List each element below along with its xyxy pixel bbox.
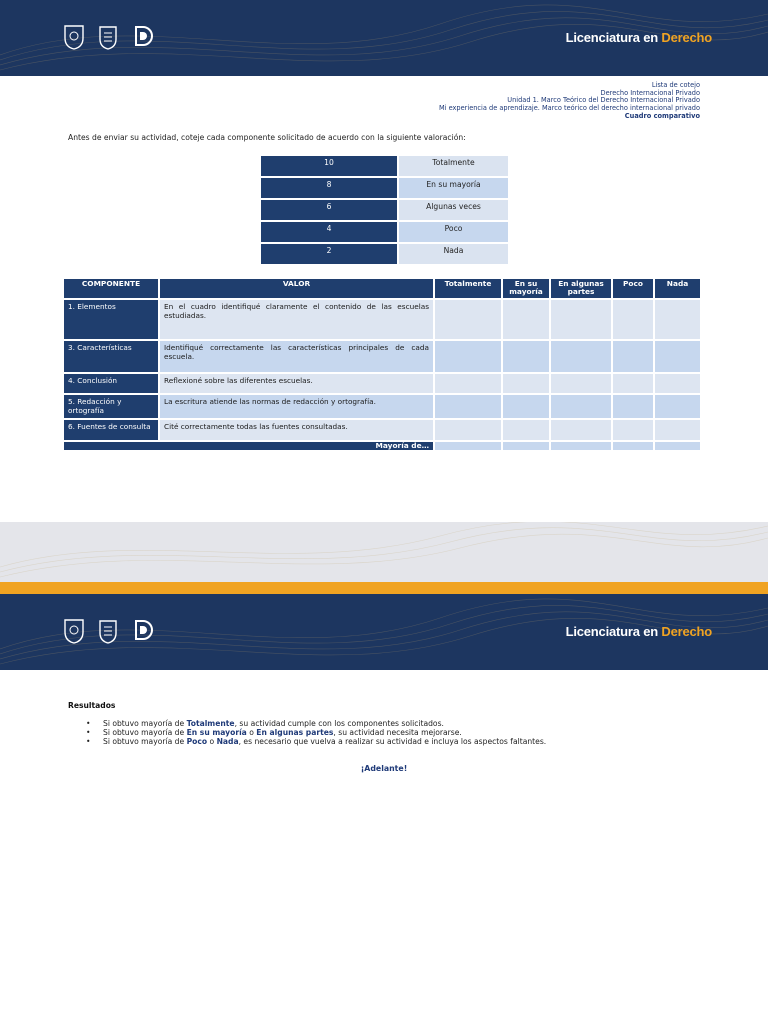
col-header-componente: COMPONENTE — [64, 279, 158, 298]
rubric-header-row — [64, 279, 700, 298]
check-cell-nada[interactable] — [655, 374, 700, 393]
check-cell-nada[interactable] — [655, 420, 700, 440]
check-cell-poco[interactable] — [613, 395, 653, 418]
check-cell-nada[interactable] — [655, 395, 700, 418]
fes-shield-icon — [96, 22, 120, 52]
check-cell-poco[interactable] — [613, 374, 653, 393]
component-cell: 1. Elementos — [64, 300, 158, 339]
second-banner — [0, 594, 768, 670]
criterion-cell: Identifiqué correctamente las características principales de cada escuela. — [160, 341, 433, 372]
bullet-icon: • — [86, 719, 91, 728]
fes-shield-icon — [96, 616, 120, 646]
list-item: • Si obtuvo mayoría de Totalmente, su actividad cumple con los componentes solicitados. — [86, 719, 444, 728]
check-cell-nada[interactable] — [655, 341, 700, 372]
scale-value: 10 — [261, 156, 397, 176]
total-cell-en-algunas-partes[interactable] — [551, 442, 611, 450]
program-title: Licenciatura en Derecho — [565, 624, 712, 639]
check-cell-en-algunas-partes[interactable] — [551, 300, 611, 339]
cuaed-logo-icon — [130, 616, 154, 646]
results-heading: Resultados — [68, 701, 116, 710]
list-item: • Si obtuvo mayoría de En su mayoría o En algunas partes, su actividad necesita mejorarse. — [86, 728, 462, 737]
table-row — [64, 374, 700, 393]
check-cell-totalmente[interactable] — [435, 395, 501, 418]
component-cell: 5. Redacción y ortografía — [64, 395, 158, 418]
check-cell-nada[interactable] — [655, 300, 700, 339]
wave-decoration — [0, 522, 768, 582]
unam-shield-icon — [62, 616, 86, 646]
component-cell: 4. Conclusión — [64, 374, 158, 393]
total-cell-en-su-mayoria[interactable] — [503, 442, 549, 450]
check-cell-en-su-mayoria[interactable] — [503, 374, 549, 393]
check-cell-en-algunas-partes[interactable] — [551, 395, 611, 418]
criterion-cell: Cité correctamente todas las fuentes consultadas. — [160, 420, 433, 440]
col-header-totalmente: Totalmente — [435, 279, 501, 298]
scale-row — [261, 178, 508, 198]
results-list — [86, 719, 546, 746]
component-cell: 3. Características — [64, 341, 158, 372]
check-cell-totalmente[interactable] — [435, 341, 501, 372]
table-row — [64, 420, 700, 440]
scale-value: 4 — [261, 222, 397, 242]
scale-row — [261, 156, 508, 176]
scale-label: Algunas veces — [399, 200, 508, 220]
criterion-cell: Reflexioné sobre las diferentes escuelas. — [160, 374, 433, 393]
scale-row — [261, 200, 508, 220]
check-cell-en-su-mayoria[interactable] — [503, 395, 549, 418]
col-header-en-su-mayoria: En su mayoría — [503, 279, 549, 298]
scale-row — [261, 244, 508, 264]
accent-bar — [0, 582, 768, 594]
list-item: • Si obtuvo mayoría de Poco o Nada, es necesario que vuelva a realizar su actividad e incluya los aspectos faltantes. — [86, 737, 547, 746]
criterion-cell: La escritura atiende las normas de redacción y ortografía. — [160, 395, 433, 418]
scale-label: Totalmente — [399, 156, 508, 176]
mayoria-label: Mayoría de… — [64, 442, 433, 450]
scale-row — [261, 222, 508, 242]
scale-label: Nada — [399, 244, 508, 264]
header-line-activity: Cuadro comparativo — [624, 111, 700, 120]
top-banner — [0, 0, 768, 76]
check-cell-poco[interactable] — [613, 300, 653, 339]
header-line: Unidad 1. Marco Teórico del Derecho Internacional Privado — [507, 96, 700, 105]
check-cell-en-algunas-partes[interactable] — [551, 341, 611, 372]
bullet-icon: • — [86, 728, 91, 737]
check-cell-totalmente[interactable] — [435, 300, 501, 339]
bullet-icon: • — [86, 737, 91, 746]
check-cell-totalmente[interactable] — [435, 420, 501, 440]
check-cell-en-algunas-partes[interactable] — [551, 374, 611, 393]
header-line: Derecho Internacional Privado — [600, 88, 700, 97]
component-cell: 6. Fuentes de consulta — [64, 420, 158, 440]
check-cell-en-su-mayoria[interactable] — [503, 341, 549, 372]
scale-label: Poco — [399, 222, 508, 242]
check-cell-poco[interactable] — [613, 420, 653, 440]
col-header-poco: Poco — [613, 279, 653, 298]
checklist-rubric-table — [62, 277, 702, 452]
scale-value: 6 — [261, 200, 397, 220]
check-cell-en-su-mayoria[interactable] — [503, 300, 549, 339]
col-header-nada: Nada — [655, 279, 700, 298]
total-row — [64, 442, 700, 450]
criterion-cell: En el cuadro identifiqué claramente el contenido de las escuelas estudiadas. — [160, 300, 433, 339]
closing-message: ¡Adelante! — [360, 764, 408, 773]
check-cell-totalmente[interactable] — [435, 374, 501, 393]
valuation-scale-table — [259, 154, 510, 266]
header-line: Mi experiencia de aprendizaje. Marco teórico del derecho internacional privado — [438, 104, 700, 113]
header-line: Lista de cotejo — [651, 81, 700, 89]
check-cell-en-su-mayoria[interactable] — [503, 420, 549, 440]
total-cell-poco[interactable] — [613, 442, 653, 450]
check-cell-en-algunas-partes[interactable] — [551, 420, 611, 440]
col-header-en-algunas-partes: En algunas partes — [551, 279, 611, 298]
col-header-valor: VALOR — [160, 279, 433, 298]
table-row — [64, 300, 700, 339]
scale-value: 8 — [261, 178, 397, 198]
table-row — [64, 395, 700, 418]
scale-label: En su mayoría — [399, 178, 508, 198]
total-cell-nada[interactable] — [655, 442, 700, 450]
page-footer-band — [0, 522, 768, 582]
total-cell-totalmente[interactable] — [435, 442, 501, 450]
table-row — [64, 341, 700, 372]
program-title: Licenciatura en Derecho — [565, 30, 712, 45]
cuaed-logo-icon — [130, 22, 154, 52]
unam-shield-icon — [62, 22, 86, 52]
document-header-info — [439, 82, 700, 121]
intro-text: Antes de enviar su actividad, coteje cada componente solicitado de acuerdo con la siguiente valoración: — [68, 133, 466, 142]
scale-value: 2 — [261, 244, 397, 264]
check-cell-poco[interactable] — [613, 341, 653, 372]
